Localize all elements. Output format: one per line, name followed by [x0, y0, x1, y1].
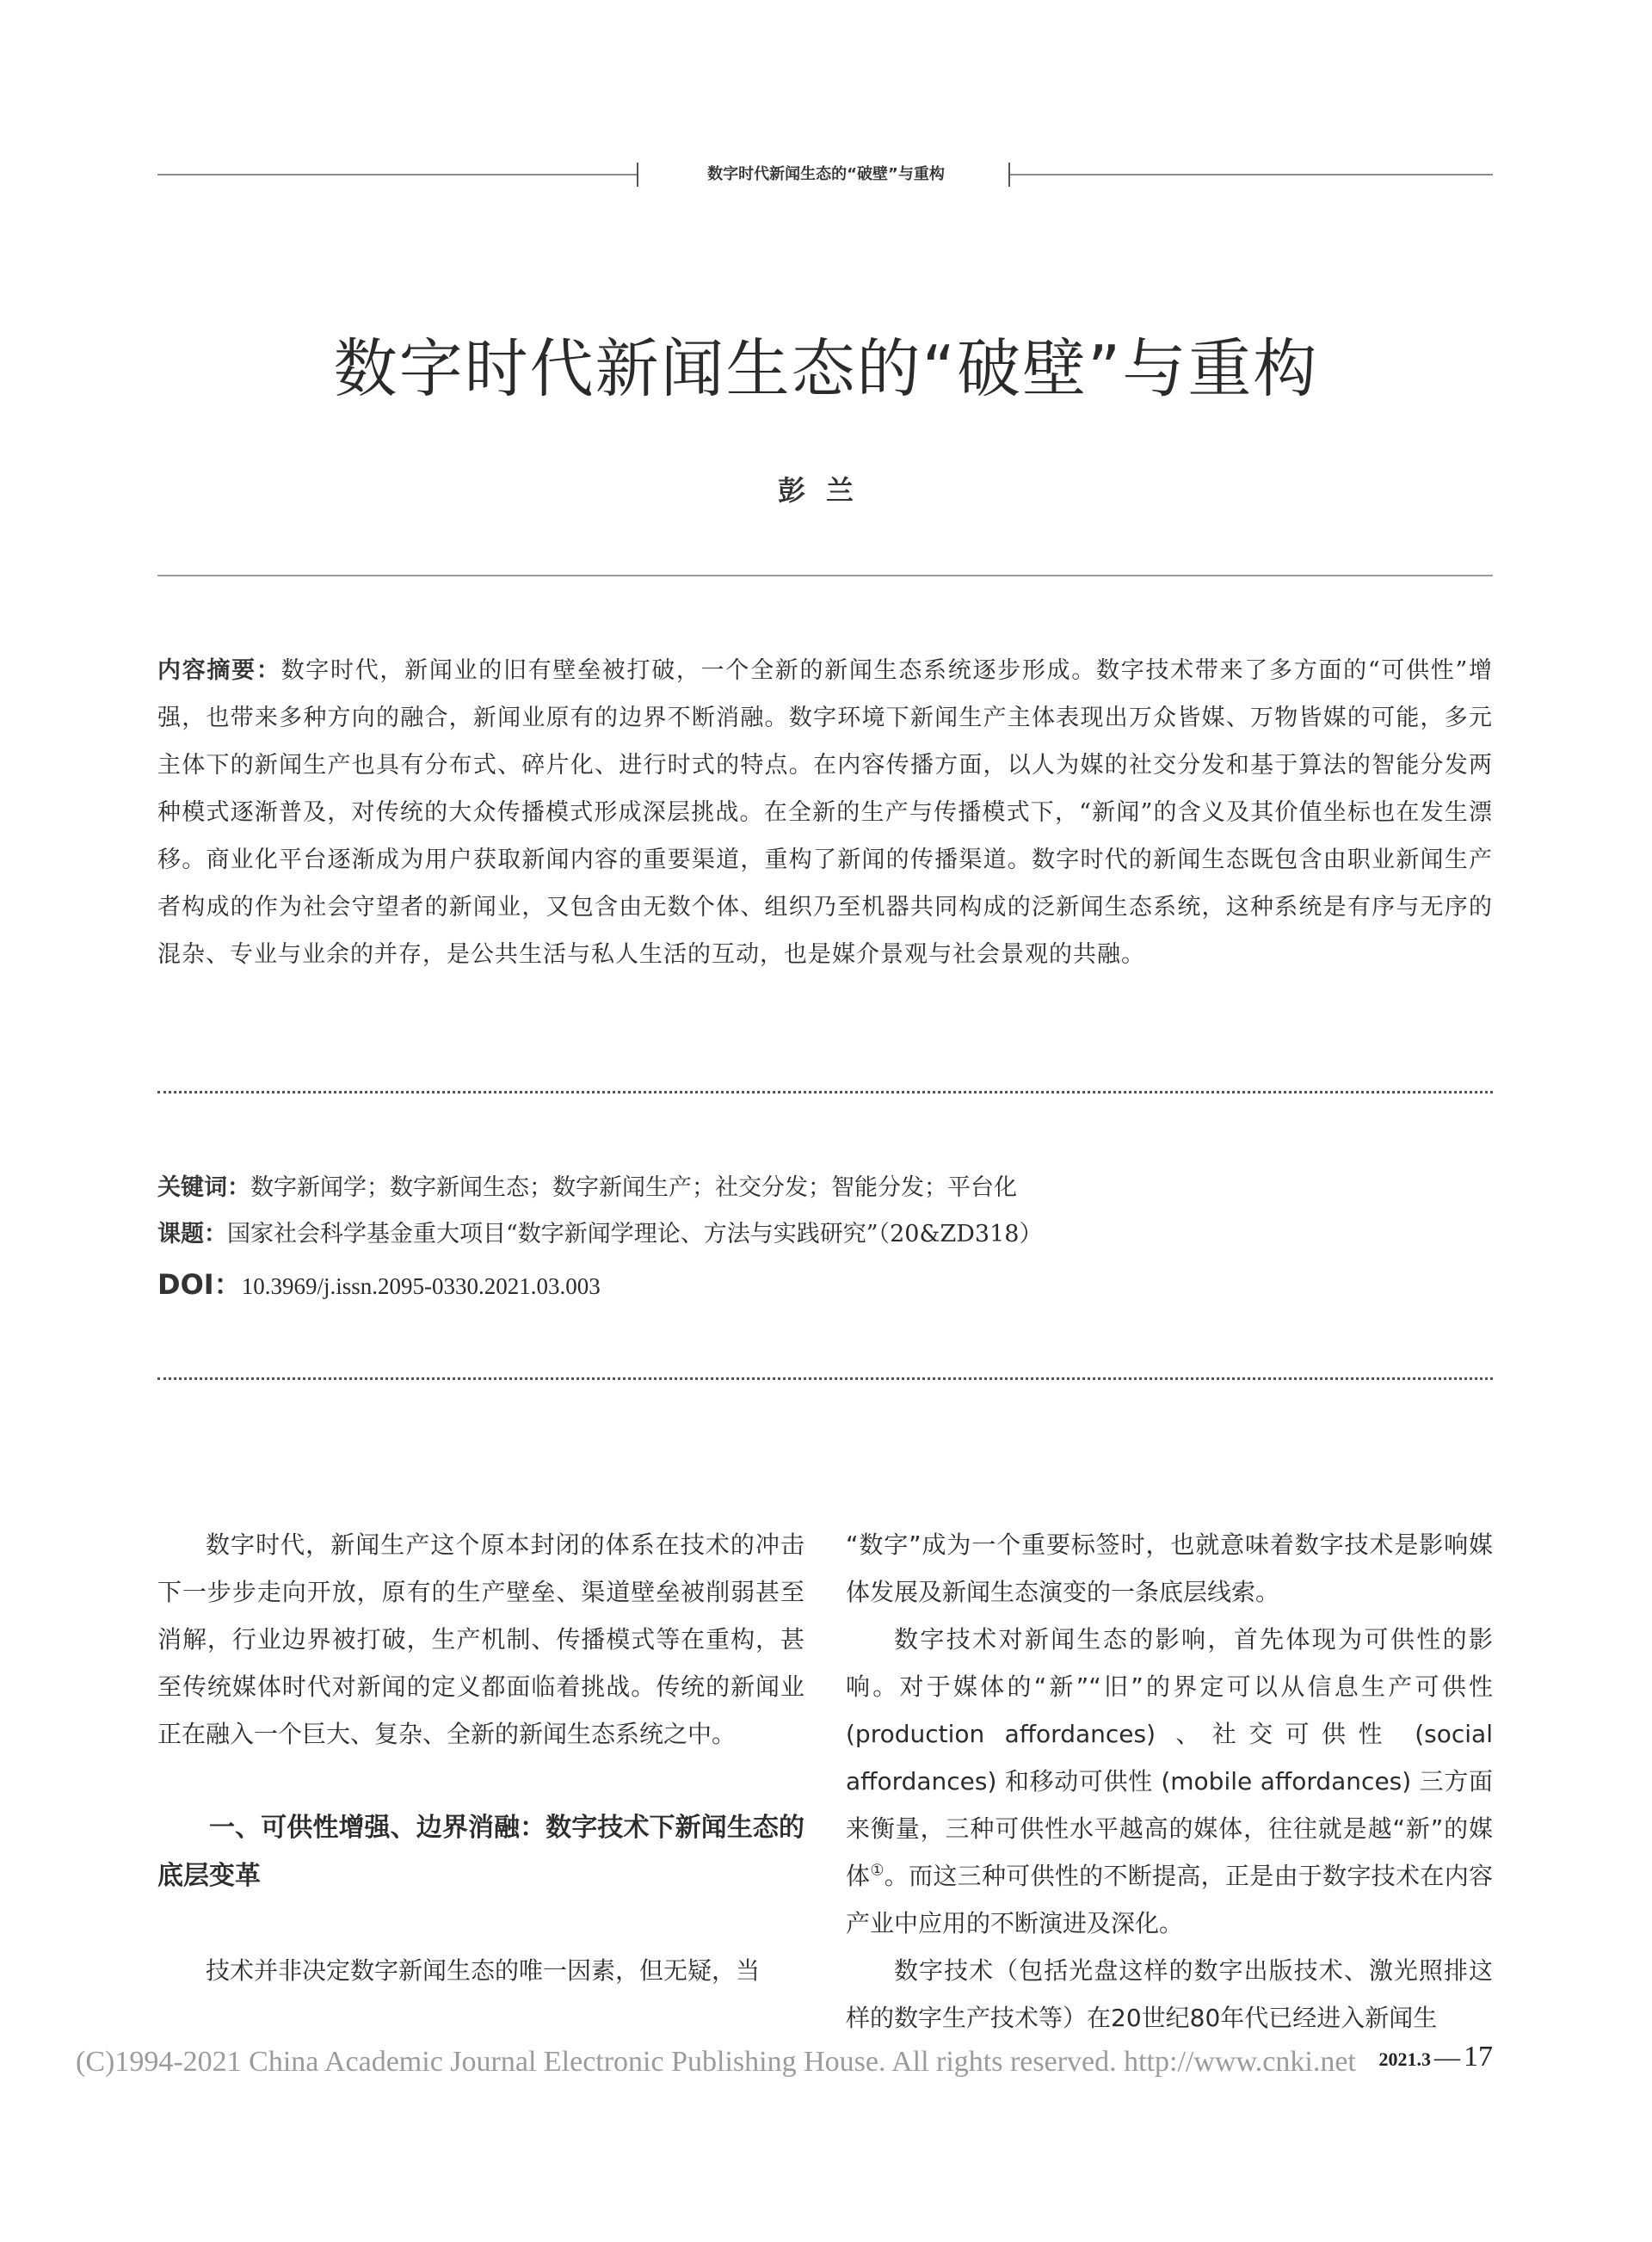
- paragraph-text: 。而这三种可供性的不断提高，正是由于数字技术在内容产业中应用的不断演进及深化。: [846, 1862, 1493, 1937]
- abstract-label: 内容摘要：: [157, 657, 281, 684]
- page-number-block: [1364, 2041, 1493, 2073]
- body-right-column: [846, 1521, 1493, 2042]
- abstract-bottom-divider: [157, 1091, 1493, 1093]
- body-paragraph: 数字时代，新闻生产这个原本封闭的体系在技术的冲击下一步步走向开放，原有的生产壁垒、渠道壁垒被削弱甚至消解，行业边界被打破，生产机制、传播模式等在重构，甚至传统媒体时代对新闻的定义都面临着挑战。传统的新闻业正在融入一个巨大、复杂、全新的新闻生态系统之中。: [157, 1531, 804, 1748]
- page-dash: —: [1434, 2043, 1460, 2072]
- abstract-text: 数字时代，新闻业的旧有壁垒被打破，一个全新的新闻生态系统逐步形成。数字技术带来了多方面的“可供性”增强，也带来多种方向的融合，新闻业原有的边界不断消融。数字环境下新闻生产主体表现出万众皆媒、万物皆媒的可能，多元主体下的新闻生产也具有分布式、碎片化、进行时式的特点。在内容传播方面，以人为媒的社交分发和基于算法的智能分发两种模式逐渐普及，对传统的大众传播模式形成深层挑战。在全新的生产与传播模式下，“新闻”的含义及其价值坐标也在发生漂移。商业化平台逐渐成为用户获取新闻内容的重要渠道，重构了新闻的传播渠道。数字时代的新闻生态既包含由职业新闻生产者构成的作为社会守望者的新闻业，又包含由无数个体、组织乃至机器共同构成的泛新闻生态系统，这种系统是有序与无序的混杂、专业与业余的并存，是公共生活与私人生活的互动，也是媒介景观与社会景观的共融。: [157, 657, 1494, 968]
- body-paragraph: “数字”成为一个重要标签时，也就意味着数字技术是影响媒体发展及新闻生态演变的一条底层线索。: [846, 1531, 1493, 1606]
- running-header-rule-right: [1010, 174, 1493, 176]
- project-label: 课题：: [157, 1221, 227, 1247]
- keywords-label: 关键词：: [157, 1174, 250, 1201]
- body-left-column: [157, 1521, 804, 1994]
- article-author: 彭兰: [777, 474, 874, 507]
- meta-bottom-divider: [157, 1377, 1493, 1380]
- doi-label: DOI：: [157, 1268, 242, 1301]
- body-paragraph: 技术并非决定数字新闻生态的唯一因素，但无疑，当: [206, 1956, 761, 1985]
- article-title: 数字时代新闻生态的“破壁”与重构: [333, 332, 1319, 406]
- running-header: 数字时代新闻生态的“破壁”与重构: [707, 165, 945, 183]
- running-header-tick-left: [637, 163, 638, 187]
- title-separator: [157, 575, 1493, 576]
- copyright-watermark: (C)1994-2021 China Academic Journal Electronic Publishing House. All rights reserved. http://www.cnki.net: [76, 2046, 1356, 2078]
- running-header-rule-left: [157, 174, 637, 176]
- paragraph-text: 数字技术对新闻生态的影响，首先体现为可供性的影响。对于媒体的“新”“旧”的界定可以从信息生产可供性 (production affordances) 、社交可供性 (social affordances) 和移动可供性 (mobile affordances) 三方面来衡量，三种可供性水平越高的媒体，往往就是越“新”的媒体: [846, 1625, 1493, 1890]
- section-heading: 一、可供性增强、边界消融：数字技术下新闻生态的底层变革: [157, 1813, 804, 1891]
- page-number: 17: [1464, 2041, 1493, 2073]
- project: [157, 1215, 1493, 1248]
- footnote-marker[interactable]: ①: [870, 1861, 885, 1880]
- keywords-text: 数字新闻学；数字新闻生态；数字新闻生产；社交分发；智能分发；平台化: [250, 1174, 1017, 1201]
- body-paragraph: [846, 1616, 1493, 1947]
- project-text: 国家社会科学基金重大项目“数字新闻学理论、方法与实践研究”（20&ZD318）: [227, 1221, 1043, 1247]
- keywords: [157, 1168, 1493, 1202]
- doi-value: 10.3969/j.issn.2095-0330.2021.03.003: [241, 1273, 601, 1299]
- doi: [157, 1263, 1493, 1303]
- abstract: [157, 647, 1493, 978]
- body-paragraph: 数字技术（包括光盘这样的数字出版技术、激光照排这样的数字生产技术等）在20世纪80年代已经进入新闻生: [846, 1956, 1493, 2032]
- issue-number: 2021.3: [1378, 2048, 1431, 2070]
